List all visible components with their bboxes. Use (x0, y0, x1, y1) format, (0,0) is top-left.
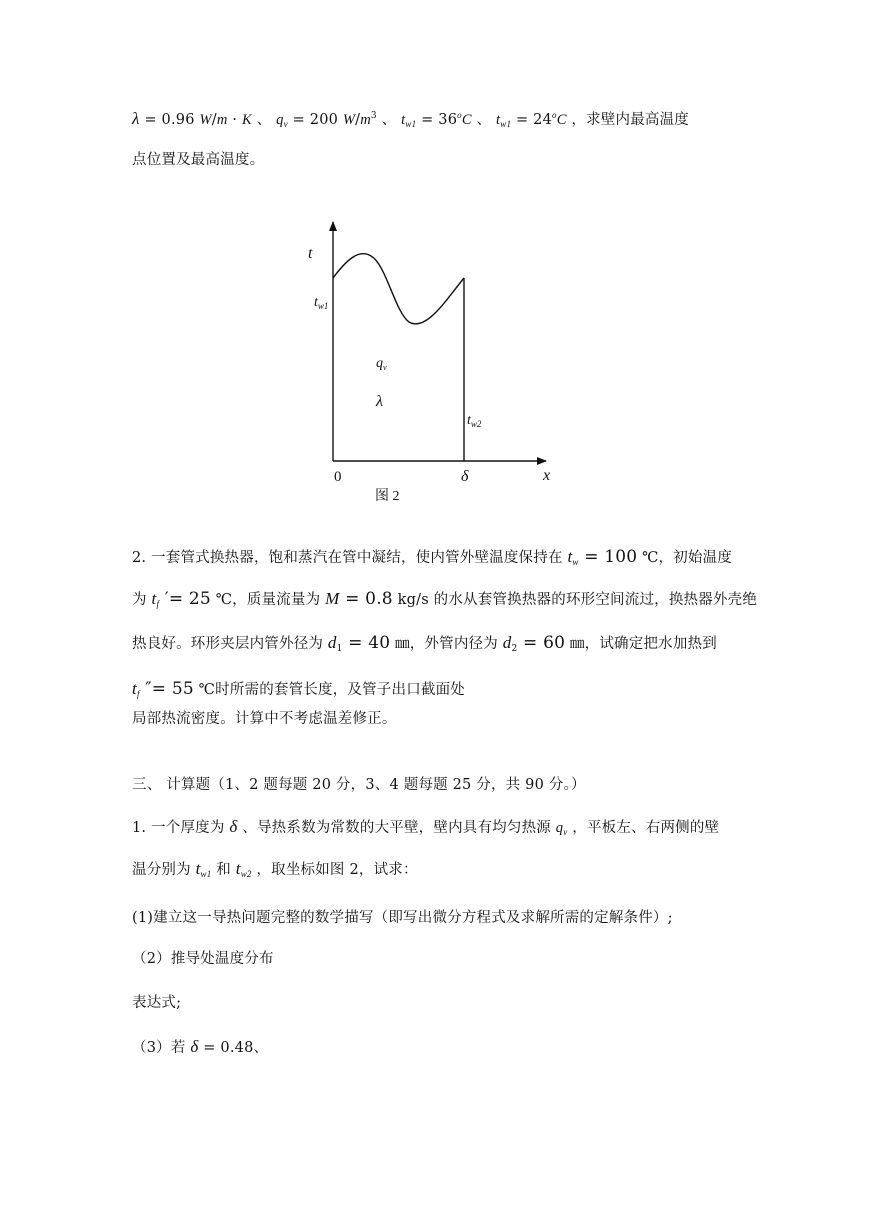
q2-line-4 (132, 680, 465, 699)
q2-line-1 (132, 548, 732, 567)
unit-w: W (342, 112, 356, 128)
s3-text: （3）若 (132, 1040, 191, 1056)
tw1b-value: = 24 (511, 112, 553, 128)
q2-line-5: 局部热流密度。计算中不考虑温差修正。 (132, 711, 397, 727)
tw-value: = 100 (578, 547, 638, 567)
tf2-value: ″= 55 (139, 679, 194, 699)
tw1-symbol: t (195, 859, 201, 878)
tw2-symbol: t (235, 859, 241, 878)
q2-text: 热良好。环形夹层内管外径为 (132, 636, 328, 652)
unit-slash: / (211, 112, 217, 128)
delta-symbol: δ (229, 817, 238, 836)
qv-subscript: v (563, 827, 568, 837)
q2-text: ℃，初始温度 (637, 550, 733, 566)
temperature-distribution-figure (0, 0, 869, 520)
t-axis-label: t (308, 245, 313, 262)
s3-text: 温分别为 (132, 862, 196, 878)
unit-k: K (241, 112, 252, 128)
tf1-symbol: t (151, 589, 157, 608)
d1-value: = 40 (342, 633, 391, 653)
q2-text: kg/s 的水从套管换热器的环形空间流过，换热器外壳绝 (392, 592, 758, 608)
given-values-line-2: 点位置及最高温度。 (132, 152, 265, 168)
s3-text: 1. 一个厚度为 (132, 820, 230, 836)
q2-line-2 (132, 590, 757, 609)
tw1b-subscript: w1 (500, 119, 512, 129)
delta-label: δ (461, 468, 469, 485)
unit-exponent: 3 (370, 111, 377, 121)
s3-q1-line-1 (132, 818, 719, 837)
tw-symbol: t (567, 547, 573, 566)
d2-subscript: 2 (511, 644, 518, 654)
tw1-symbol: t (401, 112, 406, 128)
qv-symbol: q (555, 820, 564, 836)
qv-subscript: v (283, 119, 288, 129)
s3-item-2b: 表达式; (132, 995, 182, 1011)
lambda-label: λ (376, 393, 383, 410)
qv-symbol: q (276, 112, 284, 128)
tw1b-symbol: t (496, 112, 501, 128)
s3-text: 、导热系数为常数的大平壁，壁内具有均匀热源 (237, 820, 556, 836)
tf1-value: ′= 25 (159, 589, 211, 609)
q2-line-3 (132, 634, 717, 654)
s3-item-2: （2）推导处温度分布 (132, 951, 274, 967)
s3-text: = 0.48、 (198, 1040, 269, 1056)
x-axis-label: x (543, 467, 551, 484)
q2-text: 2. 一套管式换热器，饱和蒸汽在管中凝结，使内管外壁温度保持在 (132, 550, 568, 566)
d2-symbol: d (502, 633, 512, 652)
q2-text: ℃时所需的套管长度，及管子出口截面处 (193, 682, 466, 698)
s3-text: 和 (211, 862, 236, 878)
tw-subscript: w (572, 557, 579, 567)
tw1-label: $t_{w1}$ (314, 295, 329, 311)
s3-text: ，取坐标如图 2，试求： (251, 862, 418, 878)
tf1-subscript: f (156, 599, 160, 609)
degree-mark: o (552, 110, 557, 120)
mass-flow-symbol: M (325, 589, 340, 608)
s3-q1-line-2 (132, 860, 418, 879)
d2-value: = 60 (517, 633, 566, 653)
tf2-symbol: t (132, 679, 137, 698)
section-3-heading: 三、 计算题（1、2 题每题 20 分，3、4 题每题 25 分，共 90 分。） (132, 777, 586, 793)
s3-item-1: (1)建立这一导热问题完整的数学描写（即写出微分方程式及求解所需的定解条件）; (132, 910, 673, 926)
tf2-subscript: f (136, 689, 140, 699)
degree-mark: o (457, 110, 462, 120)
unit-m: m (216, 112, 228, 128)
separator: 、 (376, 112, 402, 128)
separator: 、 (251, 112, 277, 128)
tw1-subscript: w1 (405, 119, 417, 129)
tw1-value: = 36 (416, 112, 458, 128)
q2-text: ㎜，试确定把水加热到 (565, 636, 717, 652)
q2-text: ㎜，外管内径为 (390, 636, 503, 652)
celsius-c: C (556, 112, 567, 128)
mass-flow-value: = 0.8 (339, 589, 393, 609)
q2-text: 为 (132, 592, 152, 608)
lambda-value: = 0.96 (139, 112, 200, 128)
separator: 、 (471, 112, 497, 128)
unit-dot: · (227, 112, 242, 128)
s3-item-3 (132, 1038, 268, 1056)
unit-w: W (199, 112, 212, 128)
delta-symbol: δ (190, 1037, 199, 1056)
qv-label: $q_v$ (376, 356, 387, 372)
d1-symbol: d (327, 633, 337, 652)
q2-text: ℃，质量流量为 (210, 592, 326, 608)
tw2-label: $t_{w2}$ (467, 413, 482, 429)
tw1-subscript: w1 (200, 869, 212, 879)
lambda-symbol: λ (132, 109, 140, 128)
unit-m: m (360, 112, 371, 128)
figure-caption: 图 2 (375, 489, 400, 504)
question-tail: ，求壁内最高温度 (566, 112, 690, 128)
s3-text: ，平板左、右两侧的壁 (567, 820, 720, 836)
unit-slash: / (355, 112, 361, 128)
d1-subscript: 1 (336, 644, 343, 654)
tw2-subscript: w2 (240, 869, 252, 879)
celsius-c: C (461, 112, 472, 128)
qv-value: = 200 (287, 112, 343, 128)
origin-label: 0 (334, 469, 342, 485)
temperature-curve (333, 254, 464, 324)
